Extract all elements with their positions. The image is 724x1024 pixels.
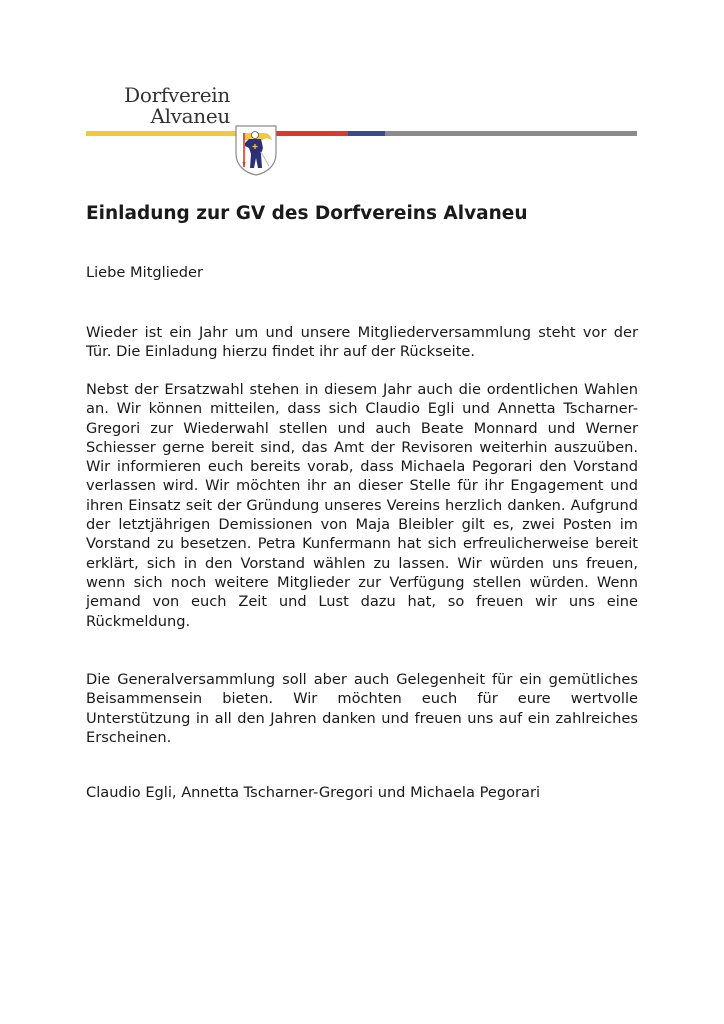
signature: Claudio Egli, Annetta Tscharner-Gregori und Michaela Pegorari — [86, 784, 541, 801]
paragraph-1: Wieder ist ein Jahr um und unsere Mitgliederversammlung steht vor der Tür. Die Einladung hierzu findet ihr auf der Rückseite. — [86, 324, 638, 361]
salutation: Liebe Mitglieder — [86, 264, 204, 281]
paragraph-3: Die Generalversammlung soll aber auch Gelegenheit für ein gemütliches Beisammensein bieten. Wir möchten euch für eure wertvolle Unterstützung in all den Jahren danken und freuen uns auf ein zahlreiches Erscheinen. — [86, 671, 638, 746]
paragraph-2: Nebst der Ersatzwahl stehen in diesem Jahr auch die ordentlichen Wahlen an. Wir können mitteilen, dass sich Claudio Egli und Annetta Tscharner-Gregori zur Wiederwahl stellen und auch Beate Monnard und Werner Schiesser gerne bereit sind, das Amt der Revisoren weiterhin auszuüben. Wir informieren euch bereits vorab, dass Michaela Pegorari den Vorstand verlassen wird. Wir möchten ihr an dieser Stelle für ihr Engagement und ihren Einsatz seit der Gründung unseres Vereins herzlich danken. Aufgrund der letztjährigen Demissionen von Maja Bleibler gilt es, zwei Posten im Vorstand zu besetzen. Petra Kunfermann hat sich erfreulicherweise bereit erklärt, sich in den Vorstand wählen zu lassen. Wir würden uns freuen, wenn sich noch weitere Mitglieder zur Verfügung stellen würden. Wenn jemand von euch Zeit und Lust dazu hat, so freuen wir uns eine Rückmeldung. — [86, 381, 638, 630]
coat-of-arms-icon — [234, 124, 278, 176]
color-bar-red — [276, 131, 348, 136]
logo-name-line2: Alvaneu — [150, 104, 230, 128]
letter-title: Einladung zur GV des Dorfvereins Alvaneu — [86, 203, 528, 224]
color-bar-yellow — [86, 131, 236, 136]
color-bar-blue — [348, 131, 385, 136]
logo-name-line1: Dorfverein — [124, 83, 230, 107]
color-bar-gray — [385, 131, 637, 136]
